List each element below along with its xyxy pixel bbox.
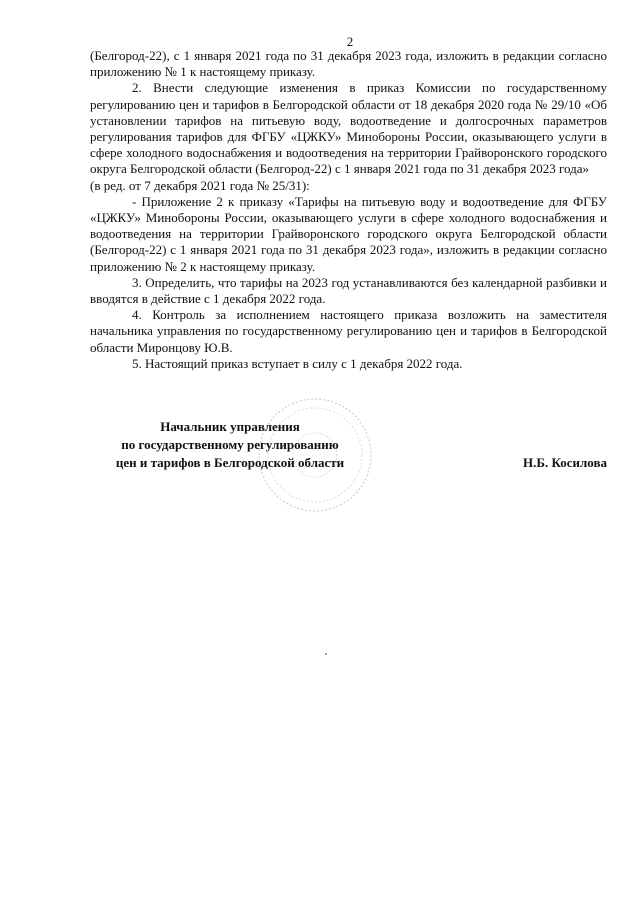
paragraph-5: 5. Настоящий приказ вступает в силу с 1 декабря 2022 года. <box>132 355 463 371</box>
signatory-name: Н.Б. Косилова <box>523 455 607 470</box>
paragraph-3: 3. Определить, что тарифы на 2023 год устанавливаются без календарной разбивки и вводятся в действие с 1 декабря 2022 года. <box>90 274 607 307</box>
signatory-position-line-2: по государственному регулированию <box>121 437 339 452</box>
scan-speck <box>325 653 327 655</box>
paragraph-appendix-2: - Приложение 2 к приказу «Тарифы на питьевую воду и водоотведение для ФГБУ «ЦЖКУ» Минобороны России, оказывающего услуги в сфере холодного водоснабжения и водоотведения на территории Грайворонского городского округа Белгородской области (Белгород-22) с 1 января 2021 года по 31 декабря 2023 года», изложить в редакции согласно приложению № 2 к настоящему приказу. <box>90 193 607 274</box>
page-number: 2 <box>346 34 354 49</box>
signatory-position <box>80 418 380 472</box>
signatory-position-line-3: цен и тарифов в Белгородской области <box>115 455 345 470</box>
paragraph-2-amendment: (в ред. от 7 декабря 2021 года № 25/31): <box>90 177 310 193</box>
paragraph-1: (Белгород-22), с 1 января 2021 года по 31 декабря 2023 года, изложить в редакции согласно приложению № 1 к настоящему приказу. <box>90 48 607 80</box>
signatory-position-line-1: Начальник управления <box>160 419 300 434</box>
paragraph-4: 4. Контроль за исполнением настоящего приказа возложить на заместителя начальника управления по государственному регулированию цен и тарифов в Белгородской области Миронцову Ю.В. <box>90 307 607 355</box>
signature-block <box>80 418 607 498</box>
document-body <box>90 48 607 372</box>
paragraph-2: 2. Внести следующие изменения в приказ Комиссии по государственному регулированию цен и тарифов в Белгородской области от 18 декабря 2020 года № 29/10 «Об установлении тарифов на питьевую воду, водоотведение и долгосрочных параметров регулирования тарифов для ФГБУ «ЦЖКУ» Минобороны России, оказывающего услуги в сфере холодного водоснабжения и водоотведения на территории Грайворонского городского округа Белгородской области (Белгород-22) с 1 января 2021 года по 31 декабря 2023 года» <box>90 80 607 177</box>
